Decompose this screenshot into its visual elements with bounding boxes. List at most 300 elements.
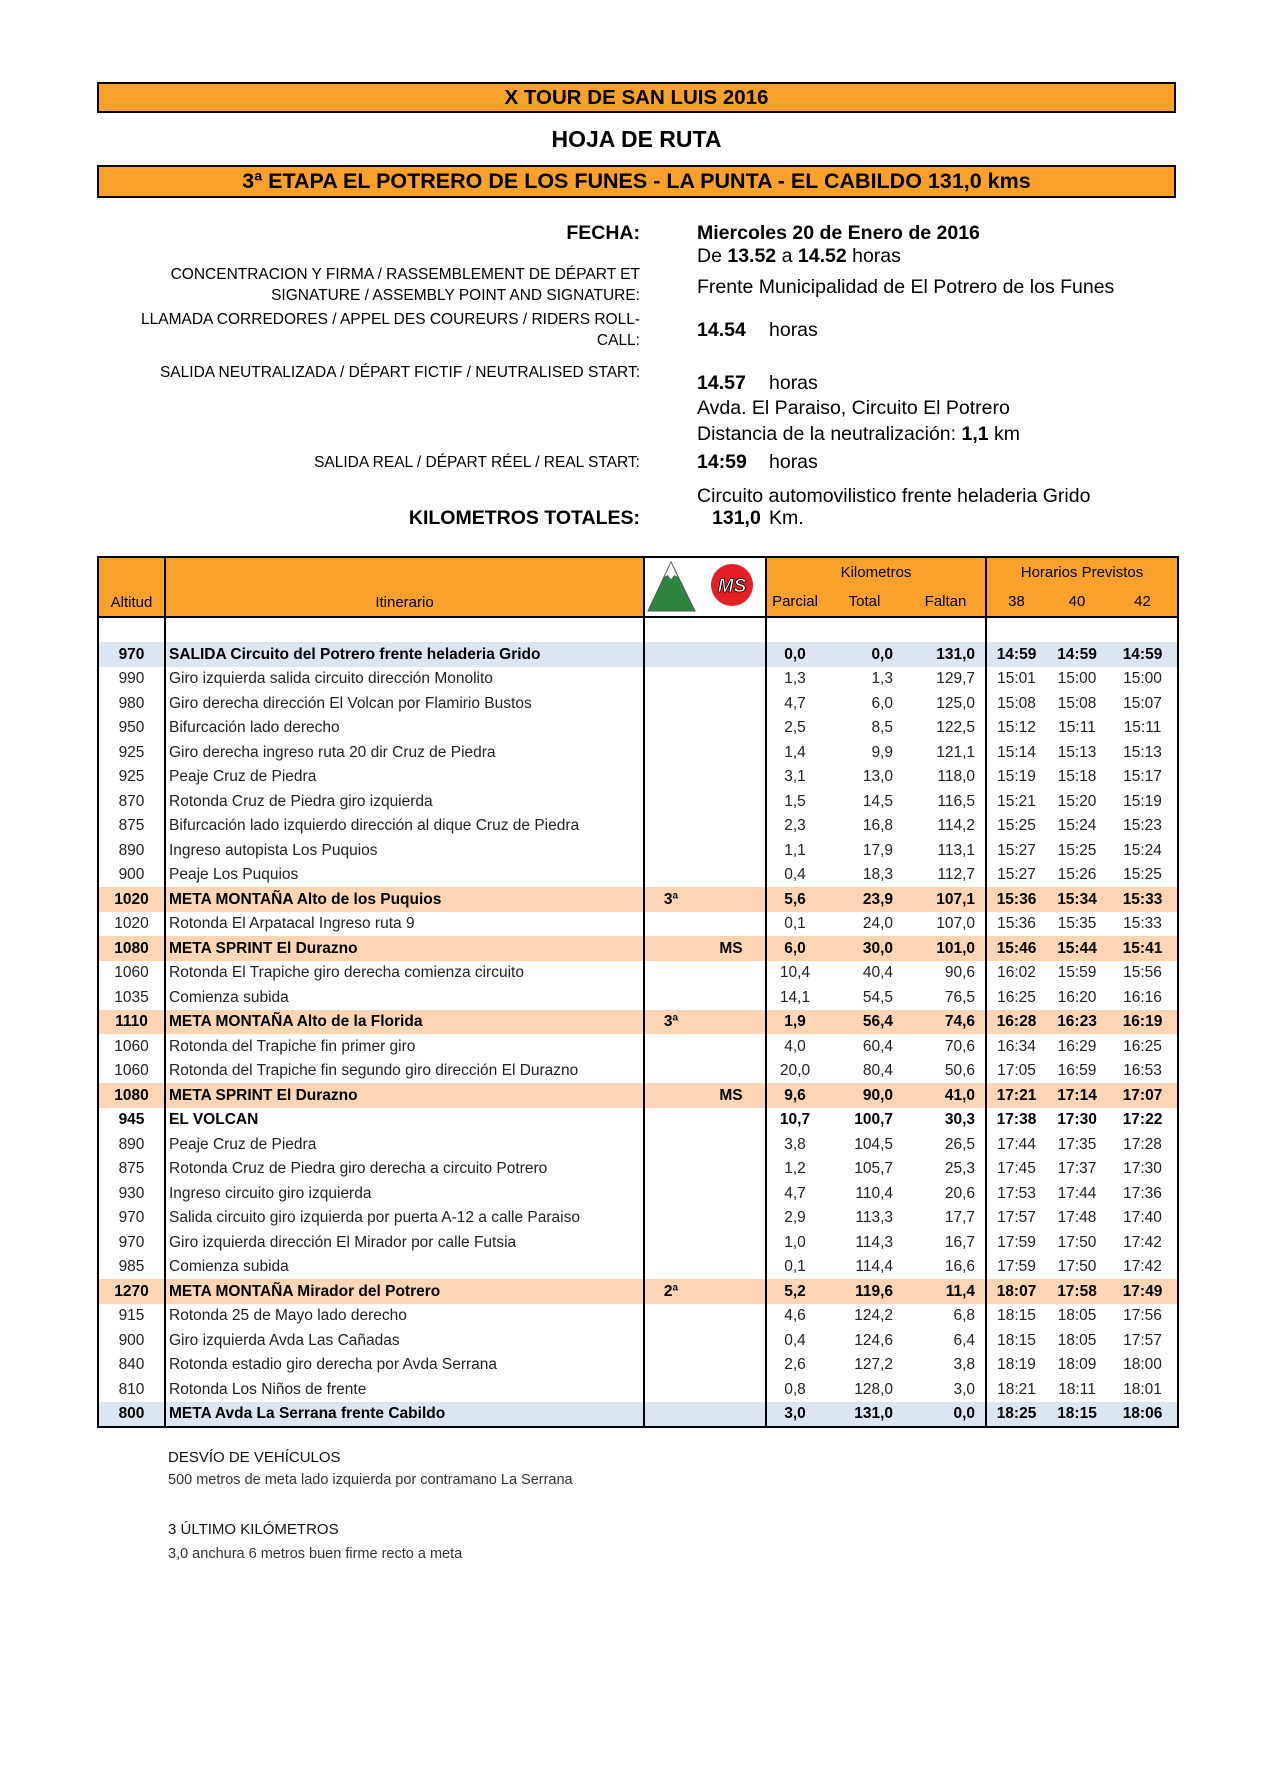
time-38-cell: 16:28 bbox=[986, 1010, 1046, 1035]
partial-km-cell: 0,4 bbox=[784, 1331, 806, 1349]
time-38-cell: 17:45 bbox=[997, 1160, 1036, 1177]
sprint-cell bbox=[697, 642, 766, 667]
route-row bbox=[98, 985, 1178, 1010]
rollcall-label bbox=[141, 309, 640, 351]
route-row bbox=[98, 667, 1178, 692]
partial-km-cell: 10,7 bbox=[779, 1111, 811, 1128]
time-42-cell: 17:28 bbox=[1123, 1135, 1162, 1153]
mountain-category-cell bbox=[644, 765, 697, 790]
mountain-icon bbox=[644, 557, 697, 617]
partial-km-cell: 4,0 bbox=[784, 1037, 806, 1055]
neutralised-start-label: SALIDA NEUTRALIZADA / DÉPART FICTIF / NEUTRALISED START: bbox=[159, 363, 640, 381]
sprint-cell bbox=[697, 1059, 766, 1084]
time-40-cell: 15:18 bbox=[1057, 768, 1097, 785]
time-42-cell: 17:56 bbox=[1123, 1307, 1162, 1324]
partial-km-cell: 2,3 bbox=[784, 817, 806, 834]
total-km-cell: 1,3 bbox=[871, 670, 893, 687]
time-42-cell: 15:56 bbox=[1123, 964, 1162, 981]
header-row-1 bbox=[98, 557, 1178, 586]
mountain-category-cell bbox=[644, 740, 697, 765]
time-38-cell: 15:25 bbox=[997, 817, 1036, 834]
route-row bbox=[98, 1230, 1178, 1255]
remaining-km-cell: 107,1 bbox=[906, 887, 986, 912]
total-km-cell: 16,8 bbox=[862, 817, 893, 834]
time-38-cell: 17:38 bbox=[996, 1111, 1037, 1128]
route-row bbox=[98, 814, 1178, 839]
mountain-category-cell bbox=[644, 1034, 697, 1059]
mountain-category-cell bbox=[644, 1353, 697, 1378]
time-40-cell: 15:20 bbox=[1057, 792, 1097, 810]
route-table bbox=[97, 556, 1179, 1428]
total-km-cell: 110,4 bbox=[855, 1184, 893, 1202]
mountain-category-cell bbox=[644, 1206, 697, 1231]
sprint-cell bbox=[697, 814, 766, 839]
time-40-cell: 17:50 bbox=[1057, 1233, 1097, 1251]
route-row bbox=[98, 1083, 1178, 1108]
total-km-value: 131,0 bbox=[712, 506, 761, 529]
remaining-km-cell: 30,3 bbox=[906, 1108, 986, 1133]
time-40-cell: 18:09 bbox=[1057, 1356, 1097, 1373]
itinerary-cell: Comienza subida bbox=[165, 1255, 644, 1280]
altitude-cell: 1020 bbox=[98, 887, 165, 912]
sprint-cell bbox=[697, 1304, 766, 1329]
partial-km-cell: 0,8 bbox=[784, 1380, 806, 1398]
total-km-cell: 54,5 bbox=[862, 988, 893, 1006]
itinerary-cell: Rotonda El Trapiche giro derecha comienza circuito bbox=[165, 961, 644, 986]
mountain-category-cell bbox=[644, 1181, 697, 1206]
time-42-cell: 18:06 bbox=[1108, 1402, 1178, 1428]
time-42-cell: 17:42 bbox=[1123, 1233, 1162, 1251]
time-40-cell: 15:26 bbox=[1057, 866, 1097, 883]
remaining-km-cell: 26,5 bbox=[906, 1132, 986, 1157]
sprint-cell bbox=[697, 789, 766, 814]
altitude-cell: 890 bbox=[98, 838, 165, 863]
time-42-cell: 17:40 bbox=[1123, 1209, 1162, 1226]
vehicle-deviation-text: 500 metros de meta lado izquierda por contramano La Serrana bbox=[168, 1471, 573, 1488]
altitude-cell: 1080 bbox=[98, 1083, 165, 1108]
partial-km-cell: 10,4 bbox=[779, 964, 811, 981]
time-42-cell: 15:25 bbox=[1123, 866, 1162, 883]
sprint-cell bbox=[697, 1010, 766, 1035]
sprint-cell bbox=[697, 1279, 766, 1304]
mountain-category-cell bbox=[644, 1108, 697, 1133]
time-40-cell: 17:50 bbox=[1057, 1258, 1097, 1275]
sprint-icon-graphic bbox=[697, 558, 766, 613]
route-row bbox=[98, 1059, 1178, 1084]
sprint-cell bbox=[697, 716, 766, 741]
mountain-category-cell bbox=[644, 1132, 697, 1157]
sprint-cell bbox=[697, 912, 766, 937]
total-km-cell: 127,2 bbox=[854, 1356, 893, 1373]
mountain-category-cell: 2ª bbox=[644, 1279, 697, 1304]
mountain-category-cell bbox=[644, 1230, 697, 1255]
total-km-cell: 90,0 bbox=[823, 1083, 906, 1108]
time-38-cell: 15:12 bbox=[997, 719, 1036, 736]
itinerary-cell: META MONTAÑA Mirador del Potrero bbox=[165, 1279, 644, 1304]
time-40-cell: 17:58 bbox=[1046, 1279, 1108, 1304]
itinerary-cell: META SPRINT El Durazno bbox=[165, 936, 644, 961]
sprint-cell bbox=[697, 740, 766, 765]
sprint-cell: MS bbox=[697, 936, 766, 961]
remaining-km-cell: 74,6 bbox=[906, 1010, 986, 1035]
altitude-cell: 1110 bbox=[98, 1010, 165, 1035]
total-km-cell: 56,4 bbox=[823, 1010, 906, 1035]
remaining-km-cell: 76,5 bbox=[906, 985, 986, 1010]
sprint-cell: MS bbox=[697, 1083, 766, 1108]
time-42-cell: 15:33 bbox=[1123, 915, 1162, 932]
time-38-cell: 15:36 bbox=[997, 915, 1036, 932]
spacer-cell bbox=[1108, 617, 1178, 642]
rollcall-unit: horas bbox=[769, 318, 818, 341]
time-42-cell: 16:16 bbox=[1123, 988, 1162, 1006]
vehicle-deviation-title: DESVÍO DE VEHÍCULOS bbox=[168, 1448, 341, 1466]
rollcall-label-line-1: LLAMADA CORREDORES / APPEL DES COUREURS / RIDERS ROLL- bbox=[141, 310, 640, 328]
neutralised-distance bbox=[697, 423, 1020, 446]
remaining-km-cell: 3,8 bbox=[906, 1353, 986, 1378]
time-42-cell: 15:23 bbox=[1123, 817, 1162, 834]
time-42-cell: 15:17 bbox=[1123, 768, 1162, 785]
time-40-cell: 17:35 bbox=[1057, 1135, 1097, 1153]
altitude-cell: 810 bbox=[98, 1377, 165, 1402]
route-row bbox=[98, 1328, 1178, 1353]
document-title: HOJA DE RUTA bbox=[551, 126, 722, 152]
time-40-cell: 18:05 bbox=[1057, 1331, 1097, 1349]
route-row bbox=[98, 1157, 1178, 1182]
sprint-cell bbox=[697, 1181, 766, 1206]
altitude-cell: 1060 bbox=[98, 1034, 165, 1059]
neutralised-start-unit: horas bbox=[769, 371, 818, 394]
rollcall-time: 14.54 bbox=[697, 318, 746, 341]
itinerary-cell: EL VOLCAN bbox=[165, 1108, 644, 1133]
partial-km-cell: 1,9 bbox=[766, 1010, 823, 1035]
time-42-cell: 17:57 bbox=[1123, 1331, 1162, 1349]
remaining-km-cell: 125,0 bbox=[906, 691, 986, 716]
altitude-cell: 800 bbox=[98, 1402, 165, 1428]
route-row bbox=[98, 1255, 1178, 1280]
spacer-cell bbox=[986, 617, 1046, 642]
time-range-suffix: horas bbox=[852, 244, 901, 267]
header-total: Total bbox=[823, 586, 906, 617]
partial-km-cell: 1,1 bbox=[784, 841, 806, 859]
itinerary-cell: Ingreso circuito giro izquierda bbox=[165, 1181, 644, 1206]
partial-km-cell: 14,1 bbox=[779, 988, 811, 1006]
mountain-category-cell bbox=[644, 936, 697, 961]
time-38-cell: 18:21 bbox=[997, 1380, 1036, 1398]
route-row bbox=[98, 863, 1178, 888]
itinerary-cell: Rotonda del Trapiche fin segundo giro dirección El Durazno bbox=[165, 1059, 644, 1084]
altitude-cell: 900 bbox=[98, 863, 165, 888]
partial-km-cell: 3,1 bbox=[784, 768, 806, 785]
time-38-cell: 15:27 bbox=[997, 866, 1036, 883]
mountain-category-cell bbox=[644, 1059, 697, 1084]
time-40-cell: 15:13 bbox=[1057, 743, 1097, 761]
total-km-cell: 18,3 bbox=[862, 866, 893, 883]
route-table-body bbox=[98, 617, 1178, 1427]
remaining-km-cell: 41,0 bbox=[906, 1083, 986, 1108]
altitude-cell: 875 bbox=[98, 1157, 165, 1182]
time-38-cell: 17:44 bbox=[997, 1135, 1036, 1153]
total-km-unit: Km. bbox=[769, 506, 804, 529]
partial-km-cell: 3,0 bbox=[766, 1402, 823, 1428]
sprint-cell bbox=[697, 1255, 766, 1280]
partial-km-cell: 3,8 bbox=[784, 1135, 806, 1153]
mountain-category-cell bbox=[644, 912, 697, 937]
time-38-cell: 17:59 bbox=[997, 1258, 1036, 1275]
time-42-cell: 17:36 bbox=[1123, 1184, 1162, 1202]
mountain-category-cell bbox=[644, 985, 697, 1010]
sprint-cell bbox=[697, 1206, 766, 1231]
time-38-cell: 15:46 bbox=[986, 936, 1046, 961]
total-km-cell: 14,5 bbox=[862, 792, 893, 810]
date-value: Miercoles 20 de Enero de 2016 bbox=[697, 221, 980, 244]
mountain-category-cell bbox=[644, 1328, 697, 1353]
header-kilometros: Kilometros bbox=[766, 557, 986, 586]
altitude-cell: 1270 bbox=[98, 1279, 165, 1304]
time-42-cell: 17:07 bbox=[1108, 1083, 1178, 1108]
itinerary-cell: Giro derecha ingreso ruta 20 dir Cruz de Piedra bbox=[165, 740, 644, 765]
time-40-cell: 15:08 bbox=[1057, 694, 1097, 712]
route-row bbox=[98, 1034, 1178, 1059]
real-start-label: SALIDA REAL / DÉPART RÉEL / REAL START: bbox=[314, 453, 640, 471]
altitude-cell: 1020 bbox=[98, 912, 165, 937]
remaining-km-cell: 20,6 bbox=[906, 1181, 986, 1206]
time-range bbox=[697, 245, 901, 268]
real-start-time: 14:59 bbox=[697, 450, 747, 473]
mountain-category-cell bbox=[644, 667, 697, 692]
time-40-cell: 18:15 bbox=[1046, 1402, 1108, 1428]
route-row bbox=[98, 691, 1178, 716]
neutralised-distance-label: Distancia de la neutralización: bbox=[697, 422, 957, 445]
header-horarios: Horarios Previstos bbox=[986, 557, 1178, 586]
real-start-unit: horas bbox=[769, 450, 818, 473]
header-time-38: 38 bbox=[986, 586, 1046, 617]
sprint-cell bbox=[697, 887, 766, 912]
route-row bbox=[98, 912, 1178, 937]
total-km-cell: 100,7 bbox=[854, 1111, 893, 1128]
itinerary-cell: META SPRINT El Durazno bbox=[165, 1083, 644, 1108]
time-38-cell: 15:36 bbox=[986, 887, 1046, 912]
time-40-cell: 18:11 bbox=[1058, 1380, 1096, 1398]
remaining-km-cell: 16,7 bbox=[906, 1230, 986, 1255]
sprint-cell bbox=[697, 765, 766, 790]
altitude-cell: 980 bbox=[98, 691, 165, 716]
time-40-cell: 16:59 bbox=[1057, 1062, 1097, 1079]
total-km-cell: 114,4 bbox=[855, 1258, 893, 1275]
altitude-cell: 875 bbox=[98, 814, 165, 839]
time-38-cell: 15:19 bbox=[997, 768, 1036, 785]
partial-km-cell: 0,1 bbox=[784, 1258, 806, 1275]
remaining-km-cell: 16,6 bbox=[906, 1255, 986, 1280]
total-km-cell: 131,0 bbox=[823, 1402, 906, 1428]
total-km-cell: 60,4 bbox=[862, 1037, 893, 1055]
sprint-cell bbox=[697, 1377, 766, 1402]
sprint-cell bbox=[697, 985, 766, 1010]
rollcall-label-line-2: CALL: bbox=[596, 331, 640, 349]
mountain-category-cell bbox=[644, 961, 697, 986]
sprint-cell bbox=[697, 1230, 766, 1255]
partial-km-cell: 1,2 bbox=[784, 1160, 806, 1177]
time-40-cell: 15:25 bbox=[1057, 841, 1097, 859]
partial-km-cell: 0,4 bbox=[784, 866, 806, 883]
partial-km-cell: 0,1 bbox=[784, 915, 806, 932]
itinerary-cell: META MONTAÑA Alto de la Florida bbox=[165, 1010, 644, 1035]
remaining-km-cell: 90,6 bbox=[906, 961, 986, 986]
time-40-cell: 16:23 bbox=[1046, 1010, 1108, 1035]
total-km-cell: 8,5 bbox=[871, 719, 893, 736]
altitude-cell: 930 bbox=[98, 1181, 165, 1206]
route-row bbox=[98, 716, 1178, 741]
total-km-cell: 13,0 bbox=[862, 768, 893, 785]
route-row bbox=[98, 1206, 1178, 1231]
total-km-cell: 114,3 bbox=[855, 1233, 893, 1251]
mountain-category-cell bbox=[644, 1255, 697, 1280]
route-row bbox=[98, 838, 1178, 863]
partial-km-cell: 1,5 bbox=[784, 792, 806, 810]
itinerary-cell: Rotonda Cruz de Piedra giro derecha a circuito Potrero bbox=[165, 1157, 644, 1182]
partial-km-cell: 4,7 bbox=[784, 694, 806, 712]
itinerary-cell: Peaje Cruz de Piedra bbox=[165, 765, 644, 790]
route-row bbox=[98, 1377, 1178, 1402]
time-42-cell: 15:07 bbox=[1123, 694, 1162, 712]
remaining-km-cell: 17,7 bbox=[906, 1206, 986, 1231]
remaining-km-cell: 6,8 bbox=[906, 1304, 986, 1329]
time-42-cell: 17:30 bbox=[1123, 1160, 1162, 1177]
itinerary-cell: Rotonda El Arpatacal Ingreso ruta 9 bbox=[165, 912, 644, 937]
time-40-cell: 15:35 bbox=[1057, 915, 1097, 932]
sprint-cell bbox=[697, 1108, 766, 1133]
spacer-cell bbox=[906, 617, 986, 642]
itinerary-cell: Giro izquierda dirección El Mirador por calle Futsia bbox=[165, 1230, 644, 1255]
itinerary-cell: Peaje Cruz de Piedra bbox=[165, 1132, 644, 1157]
time-38-cell: 15:21 bbox=[997, 792, 1036, 810]
sprint-cell bbox=[697, 1034, 766, 1059]
mountain-category-cell bbox=[644, 789, 697, 814]
remaining-km-cell: 112,7 bbox=[906, 863, 986, 888]
total-km-cell: 9,9 bbox=[871, 743, 893, 761]
time-38-cell: 15:08 bbox=[997, 694, 1036, 712]
time-42-cell: 17:42 bbox=[1123, 1258, 1162, 1275]
spacer-cell bbox=[823, 617, 906, 642]
altitude-cell: 1060 bbox=[98, 961, 165, 986]
time-40-cell: 17:37 bbox=[1057, 1160, 1097, 1177]
time-42-cell: 15:33 bbox=[1108, 887, 1178, 912]
spacer-cell bbox=[1046, 617, 1108, 642]
route-row bbox=[98, 887, 1178, 912]
assembly-place: Frente Municipalidad de El Potrero de los Funes bbox=[697, 275, 1115, 298]
itinerary-cell: Rotonda estadio giro derecha por Avda Serrana bbox=[165, 1353, 644, 1378]
altitude-cell: 925 bbox=[98, 740, 165, 765]
route-row bbox=[98, 789, 1178, 814]
assembly-label bbox=[171, 264, 640, 306]
total-km-label: KILOMETROS TOTALES: bbox=[408, 506, 640, 529]
spacer-cell bbox=[165, 617, 644, 642]
itinerary-cell: Bifurcación lado izquierdo dirección al dique Cruz de Piedra bbox=[165, 814, 644, 839]
neutralised-distance-unit: km bbox=[994, 422, 1021, 445]
total-km-cell: 104,5 bbox=[854, 1135, 893, 1153]
remaining-km-cell: 6,4 bbox=[906, 1328, 986, 1353]
mountain-icon-graphic bbox=[645, 558, 697, 613]
time-40-cell: 15:44 bbox=[1046, 936, 1108, 961]
time-42-cell: 16:25 bbox=[1123, 1037, 1162, 1055]
header-altitud: Altitud bbox=[98, 557, 165, 617]
altitude-cell: 970 bbox=[98, 642, 165, 667]
total-km-cell: 23,9 bbox=[823, 887, 906, 912]
time-40-cell: 17:30 bbox=[1057, 1111, 1097, 1128]
time-40-cell: 17:14 bbox=[1046, 1083, 1108, 1108]
route-row bbox=[98, 936, 1178, 961]
partial-km-cell: 2,9 bbox=[784, 1209, 806, 1226]
altitude-cell: 970 bbox=[98, 1230, 165, 1255]
neutralised-start-time: 14.57 bbox=[697, 371, 746, 394]
sprint-cell bbox=[697, 1353, 766, 1378]
assembly-label-line-2: SIGNATURE / ASSEMBLY POINT AND SIGNATURE: bbox=[271, 286, 640, 304]
time-42-cell: 18:01 bbox=[1123, 1380, 1162, 1398]
time-38-cell: 16:25 bbox=[997, 988, 1036, 1006]
route-row bbox=[98, 1304, 1178, 1329]
total-km-cell: 24,0 bbox=[862, 915, 893, 932]
altitude-cell: 1080 bbox=[98, 936, 165, 961]
total-km-cell: 30,0 bbox=[823, 936, 906, 961]
total-km-cell: 119,6 bbox=[823, 1279, 906, 1304]
mountain-category-cell bbox=[644, 691, 697, 716]
itinerary-cell: Bifurcación lado derecho bbox=[165, 716, 644, 741]
header-time-40: 40 bbox=[1046, 586, 1108, 617]
remaining-km-cell: 121,1 bbox=[906, 740, 986, 765]
time-38-cell: 15:27 bbox=[997, 841, 1036, 859]
sprint-cell bbox=[697, 961, 766, 986]
total-km-cell: 113,3 bbox=[855, 1209, 893, 1226]
mountain-category-cell bbox=[644, 1157, 697, 1182]
altitude-cell: 870 bbox=[98, 789, 165, 814]
time-42-cell: 17:22 bbox=[1122, 1111, 1163, 1128]
partial-km-cell: 2,6 bbox=[784, 1356, 806, 1373]
remaining-km-cell: 11,4 bbox=[906, 1279, 986, 1304]
remaining-km-cell: 25,3 bbox=[906, 1157, 986, 1182]
neutralised-distance-value: 1,1 bbox=[961, 422, 989, 445]
mountain-category-cell bbox=[644, 838, 697, 863]
sprint-icon-text: MS bbox=[717, 576, 747, 597]
altitude-cell: 1060 bbox=[98, 1059, 165, 1084]
total-km-cell: 124,6 bbox=[854, 1331, 893, 1349]
total-km-cell: 17,9 bbox=[862, 841, 893, 859]
date-label: FECHA: bbox=[566, 221, 640, 244]
header-faltan: Faltan bbox=[906, 586, 986, 617]
itinerary-cell: Salida circuito giro izquierda por puerta A-12 a calle Paraiso bbox=[165, 1206, 644, 1231]
sprint-cell bbox=[697, 1132, 766, 1157]
time-38-cell: 16:34 bbox=[997, 1037, 1036, 1055]
partial-km-cell: 4,7 bbox=[784, 1184, 806, 1202]
time-40-cell: 15:24 bbox=[1057, 817, 1097, 834]
time-42-cell: 14:59 bbox=[1108, 642, 1178, 667]
assembly-label-line-1: CONCENTRACION Y FIRMA / RASSEMBLEMENT DE DÉPART ET bbox=[170, 265, 640, 283]
altitude-cell: 900 bbox=[98, 1328, 165, 1353]
time-38-cell: 15:14 bbox=[997, 743, 1036, 761]
spacer-cell bbox=[644, 617, 697, 642]
itinerary-cell: META Avda La Serrana frente Cabildo bbox=[165, 1402, 644, 1428]
route-row bbox=[98, 740, 1178, 765]
time-42-cell: 15:13 bbox=[1123, 743, 1162, 761]
sprint-cell bbox=[697, 667, 766, 692]
time-42-cell: 15:11 bbox=[1123, 719, 1162, 736]
route-row bbox=[98, 765, 1178, 790]
tour-title-banner: X TOUR DE SAN LUIS 2016 bbox=[97, 82, 1176, 113]
sprint-cell bbox=[697, 1402, 766, 1428]
remaining-km-cell: 122,5 bbox=[906, 716, 986, 741]
mountain-category-cell bbox=[644, 814, 697, 839]
partial-km-cell: 0,0 bbox=[766, 642, 823, 667]
mountain-category-cell bbox=[644, 1402, 697, 1428]
itinerary-cell: Giro derecha dirección El Volcan por Flamirio Bustos bbox=[165, 691, 644, 716]
